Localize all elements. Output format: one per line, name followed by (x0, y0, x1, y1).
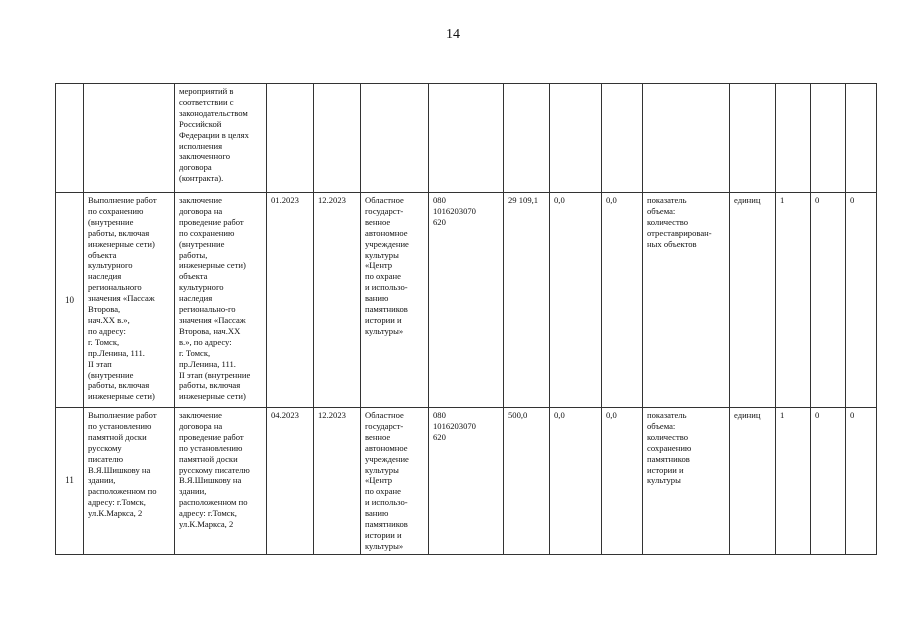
value-2-cell: 0,0 (602, 193, 643, 408)
table-row (56, 408, 877, 555)
count-2-cell (811, 84, 846, 193)
executor-cell (361, 84, 429, 193)
page-number: 14 (446, 27, 460, 42)
work-name-cell: Выполнение работ по сохранению (внутренние работы, включая инженерные сети) объекта культурного наследия регионального значения «Пассаж Второва, нач.XX в.», по адресу: г. Томск, пр.Ленина, 111. II этап (внутренние работы, включая инженерные сети) (84, 193, 175, 408)
program-table (55, 83, 877, 555)
table-row (56, 84, 877, 193)
executor-cell: Областное государст- венное автономное учреждение культуры «Центр по охране и использо- ванию памятников истории и культуры» (361, 408, 429, 555)
start-date-cell: 04.2023 (267, 408, 314, 555)
count-1-cell: 1 (776, 408, 811, 555)
indicator-cell: показатель объема: количество отреставрирован- ных объектов (643, 193, 730, 408)
end-date-cell: 12.2023 (314, 408, 361, 555)
basis-cell: мероприятий в соответствии с законодательством Российской Федерации в целях исполнения заключенного договора (контракта). (175, 84, 267, 193)
end-date-cell (314, 84, 361, 193)
count-1-cell (776, 84, 811, 193)
count-1-cell: 1 (776, 193, 811, 408)
row-number: 10 (56, 193, 84, 408)
budget-code-cell: 080 1016203070 620 (429, 408, 504, 555)
value-1-cell: 0,0 (550, 408, 602, 555)
value-2-cell: 0,0 (602, 408, 643, 555)
count-2-cell: 0 (811, 408, 846, 555)
indicator-cell (643, 84, 730, 193)
value-1-cell: 0,0 (550, 193, 602, 408)
work-name-cell: Выполнение работ по установлению памятной доски русскому писателю В.Я.Шишкову на здании, расположенном по адресу: г.Томск, ул.К.Маркса, 2 (84, 408, 175, 555)
row-number: 11 (56, 408, 84, 555)
row-number (56, 84, 84, 193)
count-3-cell: 0 (846, 193, 877, 408)
value-1-cell (550, 84, 602, 193)
count-3-cell (846, 84, 877, 193)
unit-cell: единиц (730, 193, 776, 408)
executor-cell: Областное государст- венное автономное учреждение культуры «Центр по охране и использо- ванию памятников истории и культуры» (361, 193, 429, 408)
start-date-cell: 01.2023 (267, 193, 314, 408)
end-date-cell: 12.2023 (314, 193, 361, 408)
count-3-cell: 0 (846, 408, 877, 555)
basis-cell: заключение договора на проведение работ по сохранению (внутренние работы, инженерные сети) объекта культурного наследия регионально-го значения «Пассаж Второва, нач.XX в.», по адресу: г. Томск, пр.Ленина, 111. II этап (внутренние работы, включая инженерные сети) (175, 193, 267, 408)
work-name-cell (84, 84, 175, 193)
indicator-cell: показатель объема: количество сохранению памятников истории и культуры (643, 408, 730, 555)
unit-cell: единиц (730, 408, 776, 555)
basis-cell: заключение договора на проведение работ по установлению памятной доски русскому писателю В.Я.Шишкову на здании, расположенном по адресу: г.Томск, ул.К.Маркса, 2 (175, 408, 267, 555)
amount-cell: 500,0 (504, 408, 550, 555)
value-2-cell (602, 84, 643, 193)
amount-cell: 29 109,1 (504, 193, 550, 408)
unit-cell (730, 84, 776, 193)
count-2-cell: 0 (811, 193, 846, 408)
budget-code-cell (429, 84, 504, 193)
start-date-cell (267, 84, 314, 193)
budget-code-cell: 080 1016203070 620 (429, 193, 504, 408)
amount-cell (504, 84, 550, 193)
table-row (56, 193, 877, 408)
